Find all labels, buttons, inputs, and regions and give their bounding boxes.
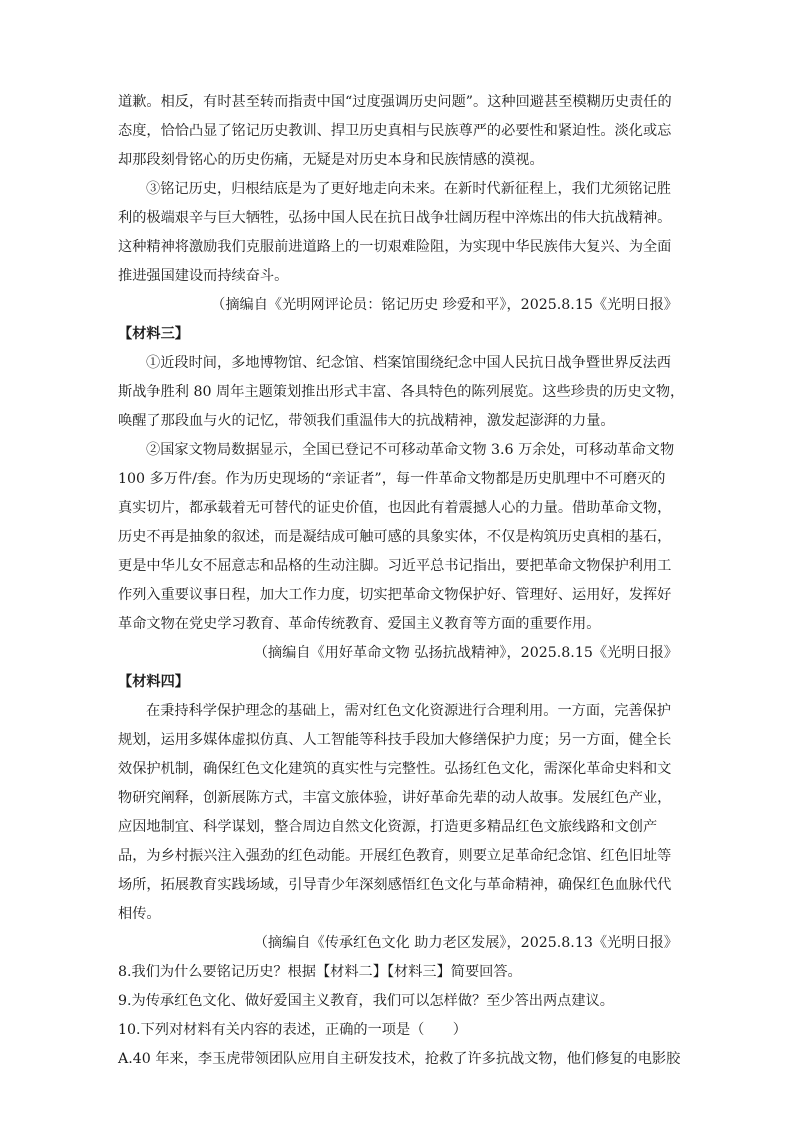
question-9: 9.为传承红色文化、做好爱国主义教育，我们可以怎样做？至少答出两点建议。	[118, 993, 614, 1009]
material3-source: （摘编自《用好革命文物 弘扬抗战精神》，2025.8.15《光明日报》	[253, 645, 678, 661]
text-line: 场所，拓展教育实践场域，引导青少年深刻感悟红色文化与革命精神，确保红色血脉代代	[118, 877, 672, 893]
text-line: 革命文物在党史学习教育、革命传统教育、爱国主义教育等方面的重要作用。	[118, 616, 601, 632]
text-line: 唤醒了那段血与火的记忆，带领我们重温伟大的抗战精神，激发起澎湃的力量。	[118, 413, 615, 429]
text-line: ③铭记历史，归根结底是为了更好地走向未来。在新时代新征程上，我们尤须铭记胜	[146, 181, 671, 197]
text-line: 态度，恰恰凸显了铭记历史教训、捍卫历史真相与民族尊严的必要性和紧迫性。淡化或忘	[118, 123, 672, 139]
text-line: 规划，运用多媒体虚拟仿真、人工智能等科技手段加大修缮保护力度；另一方面，健全长	[118, 732, 672, 748]
text-line: 推进强国建设而持续奋斗。	[118, 268, 289, 284]
question-10: 10.下列对材料有关内容的表述，正确的一项是（ ）	[118, 1022, 467, 1038]
text-line: 在秉持科学保护理念的基础上，需对红色文化资源进行合理利用。一方面，完善保护	[146, 703, 671, 719]
text-line: ①近段时间，多地博物馆、纪念馆、档案馆围绕纪念中国人民抗日战争暨世界反法西	[146, 355, 671, 371]
material3-paragraph-1	[118, 349, 685, 436]
text-line: 历史不再是抽象的叙述，而是凝结成可触可感的具象实体，不仅是构筑历史真相的基石，	[118, 529, 672, 545]
text-line: 作列入重要议事日程，加大工作力度，切实把革命文物保护好、管理好、运用好，发挥好	[118, 587, 672, 603]
text-line: 物研究阐释，创新展陈方式，丰富文旅体验，讲好革命先辈的动人故事。发展红色产业，	[118, 790, 672, 806]
document-page	[118, 88, 685, 1074]
material4-source: （摘编自《传承红色文化 助力老区发展》，2025.8.13《光明日报》	[253, 935, 678, 951]
text-line: 更是中华儿女不屈意志和品格的生动注脚。习近平总书记指出，要把革命文物保护利用工	[118, 558, 672, 574]
question-8: 8.我们为什么要铭记历史？根据【材料二】【材料三】简要回答。	[118, 964, 522, 980]
text-line: 应因地制宜、科学谋划，整合周边自然文化资源，打造更多精品红色文旅线路和文创产	[118, 819, 658, 835]
question-10-option-a: A.40 年来，李玉虎带领团队应用自主研发技术，抢救了许多抗战文物，他们修复的电影胶	[118, 1051, 681, 1067]
text-line: ②国家文物局数据显示，全国已登记不可移动革命文物 3.6 万余处，可移动革命文物	[146, 442, 675, 458]
material2-paragraph-3	[118, 175, 678, 291]
text-line: 道歉。相反，有时甚至转而指责中国“过度强调历史问题”。这种回避甚至模糊历史责任的	[118, 94, 672, 110]
text-line: 相传。	[118, 906, 161, 922]
material4-heading: 【材料四】	[118, 674, 189, 690]
material3-heading: 【材料三】	[118, 326, 189, 342]
text-line: 效保护机制，确保红色文化建筑的真实性与完整性。弘扬红色文化，需深化革命史料和文	[118, 761, 672, 777]
text-line: 品，为乡村振兴注入强劲的红色动能。开展红色教育，则要立足革命纪念馆、红色旧址等	[118, 848, 672, 864]
material2-source: （摘编自《光明网评论员：铭记历史 珍爱和平》，2025.8.15《光明日报》	[211, 297, 678, 313]
material4-paragraph-1	[118, 697, 678, 929]
text-line: 利的极端艰辛与巨大牺牲，弘扬中国人民在抗日战争壮阔历程中淬炼出的伟大抗战精神。	[118, 210, 672, 226]
material3-paragraph-2	[118, 436, 678, 639]
text-line: 却那段刻骨铭心的历史伤痛，无疑是对历史本身和民族情感的漠视。	[118, 152, 544, 168]
text-line: 真实切片，都承载着无可替代的证史价值，也因此有着震撼人心的力量。借助革命文物，	[118, 500, 672, 516]
text-line: 100 多万件/套。作为历史现场的“亲证者”，每一件革命文物都是历史肌理中不可磨灭的	[118, 471, 666, 487]
text-line: 斯战争胜利 80 周年主题策划推出形式丰富、各具特色的陈列展览。这些珍贵的历史文物，	[118, 384, 685, 400]
text-line: 这种精神将激励我们克服前进道路上的一切艰难险阻，为实现中华民族伟大复兴、为全面	[118, 239, 672, 255]
material2-paragraph-continued	[118, 88, 678, 175]
